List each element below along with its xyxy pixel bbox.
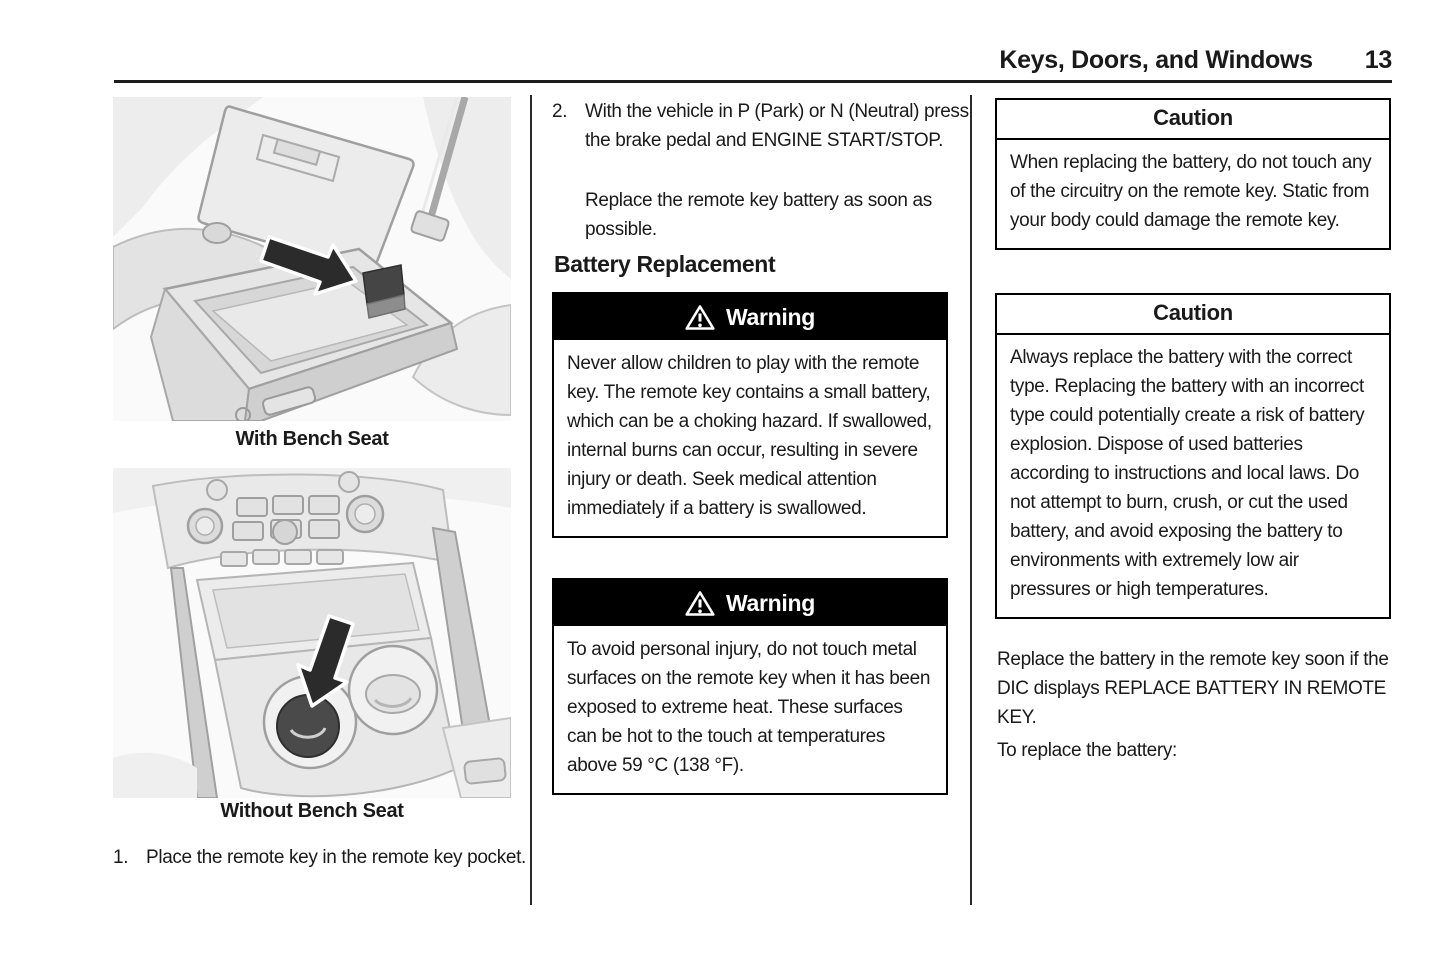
warning-triangle-icon xyxy=(685,590,715,617)
figure-with-bench-seat xyxy=(113,97,511,421)
caption-without-bench-seat: Without Bench Seat xyxy=(220,800,404,822)
page-header xyxy=(114,46,1392,75)
middle-column xyxy=(552,95,969,905)
page-title: Keys, Doors, and Windows xyxy=(999,46,1313,74)
replace-battery-paragraph: Replace the battery in the remote key soon if the DIC displays REPLACE BATTERY IN REMOTE KEY. xyxy=(997,649,1389,728)
to-replace-battery-line: To replace the battery: xyxy=(997,740,1177,761)
column-divider-1 xyxy=(530,95,532,905)
caption-with-bench-seat: With Bench Seat xyxy=(235,428,389,450)
step-2-number: 2. xyxy=(552,101,568,122)
step-1-text: Place the remote key in the remote key pocket. xyxy=(146,847,526,868)
warning-1-header xyxy=(554,294,946,340)
header-rule xyxy=(114,80,1392,83)
center-console-illustration xyxy=(113,468,511,798)
section-heading-battery-replacement: Battery Replacement xyxy=(554,251,776,277)
armrest-storage-illustration xyxy=(113,97,511,421)
warning-2-header xyxy=(554,580,946,626)
step-2-followup: Replace the remote key battery as soon as possible. xyxy=(585,190,932,240)
caution-box-2 xyxy=(995,293,1391,619)
warning-box-1 xyxy=(552,292,948,538)
caution-box-1 xyxy=(995,98,1391,250)
step-2-item xyxy=(552,97,981,155)
caution-1-body: When replacing the battery, do not touch any of the circuitry on the remote key. Static from your body could damage the remote key. xyxy=(1010,152,1372,231)
figure-without-bench-seat xyxy=(113,468,511,798)
warning-box-2 xyxy=(552,578,948,795)
caution-1-title: Caution xyxy=(997,100,1389,140)
step-2-text: With the vehicle in P (Park) or N (Neutral) press the brake pedal and ENGINE START/STOP. xyxy=(585,101,969,151)
caution-2-title: Caution xyxy=(997,295,1389,335)
left-column xyxy=(113,97,526,905)
warning-1-body: Never allow children to play with the remote key. The remote key contains a small battery, which can be a choking hazard. If swallowed, internal burns can occur, resulting in severe injury or death. Seek medical attention immediately if a battery is swallowed. xyxy=(567,353,932,519)
step-1-number: 1. xyxy=(113,847,129,868)
step-1-item xyxy=(113,843,538,872)
page-number: 13 xyxy=(1364,46,1392,74)
warning-2-title: Warning xyxy=(725,589,816,616)
warning-2-body: To avoid personal injury, do not touch metal surfaces on the remote key when it has been exposed to extreme heat. These surfaces can be hot to the touch at temperatures above 59 °C (138 °F). xyxy=(567,639,931,776)
column-divider-2 xyxy=(970,95,972,905)
right-column xyxy=(995,98,1391,905)
caution-2-body: Always replace the battery with the correct type. Replacing the battery with an incorrect type could potentially create a risk of battery explosion. Dispose of used batteries according to instructions and local laws. Do not attempt to burn, crush, or cut the used battery, and avoid exposing the battery to environments with extremely low air pressures or high temperatures. xyxy=(1010,347,1365,600)
warning-triangle-icon xyxy=(685,304,715,331)
warning-1-title: Warning xyxy=(725,303,816,330)
